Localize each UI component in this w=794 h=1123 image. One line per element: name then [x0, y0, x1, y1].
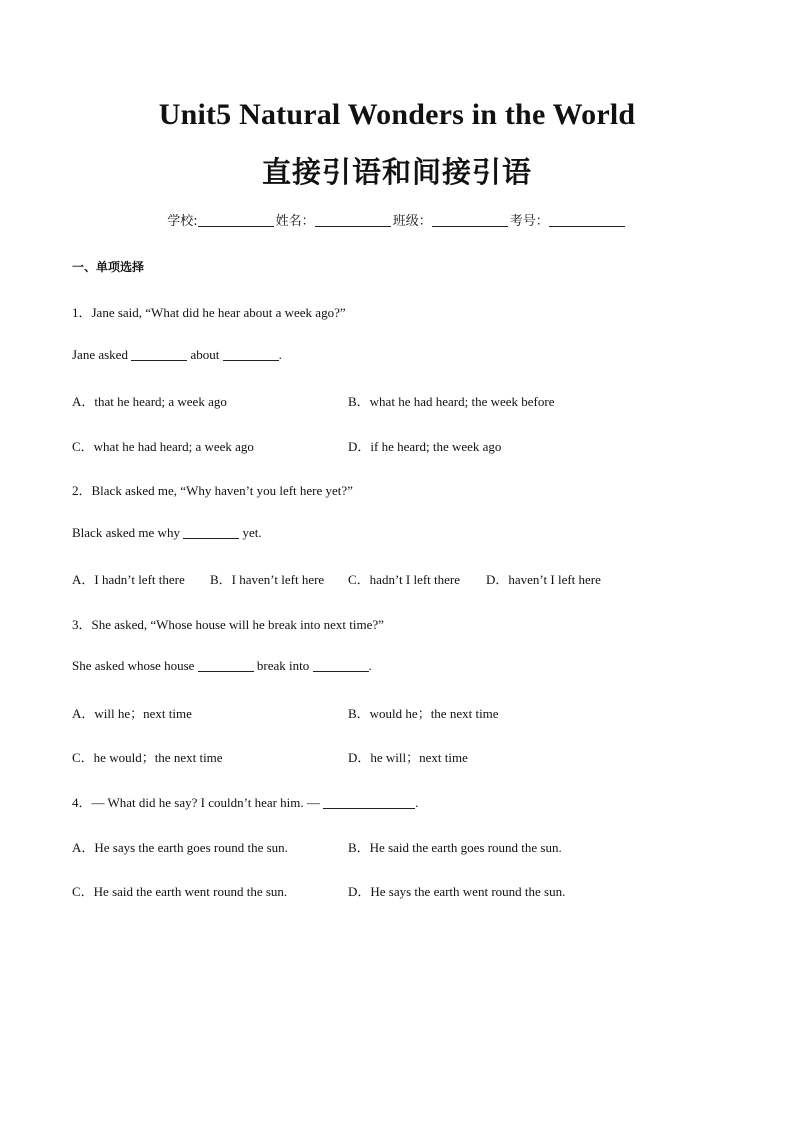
question-2-prompt-part: yet. [239, 525, 262, 540]
question-1-option-a[interactable]: A．that he heard; a week ago [72, 394, 227, 409]
question-4-stem-text: 4．— What did he say? I couldn’t hear him. — [72, 795, 324, 810]
page-title-english: Unit5 Natural Wonders in the World [158, 98, 636, 131]
page-title-chinese: 直接引语和间接引语 [261, 155, 532, 189]
question-4-option-c[interactable]: C．He said the earth went round the sun. [72, 884, 288, 899]
question-3-option-d[interactable]: D．he will；next time [348, 750, 468, 765]
class-label: 班级： [392, 214, 432, 229]
question-1-option-d[interactable]: D．if he heard; the week ago [348, 439, 502, 454]
question-3-option-a[interactable]: A．will he；next time [72, 706, 192, 721]
answer-blank [183, 527, 239, 539]
answer-blank [323, 797, 415, 809]
school-blank[interactable] [198, 214, 274, 227]
exam-no-blank[interactable] [549, 214, 625, 227]
question-1-option-c[interactable]: C．what he had heard; a week ago [72, 439, 254, 454]
question-3-prompt-part: She asked whose house [72, 658, 198, 673]
section-title: 一、单项选择 [72, 260, 145, 274]
question-1-prompt-part: . [278, 347, 282, 362]
question-3-prompt [72, 658, 372, 674]
question-1-option-b[interactable]: B．what he had heard; the week before [348, 394, 555, 409]
name-label: 姓名： [275, 214, 315, 229]
exam-no-label: 考号： [509, 214, 549, 229]
question-2-stem: 2．Black asked me, “Why haven’t you left here yet?” [72, 483, 353, 498]
question-4-option-b[interactable]: B．He said the earth goes round the sun. [348, 840, 562, 855]
student-info-line [0, 210, 794, 229]
question-2-prompt-part: Black asked me why [72, 525, 184, 540]
name-blank[interactable] [315, 214, 391, 227]
question-2-prompt [72, 525, 262, 541]
question-3-prompt-part: break into [253, 658, 313, 673]
question-3-stem: 3．She asked, “Whose house will he break into next time?” [72, 617, 384, 632]
question-3-option-c[interactable]: C．he would；the next time [72, 750, 223, 765]
question-2-option-b[interactable]: B．I haven’t left here [210, 572, 325, 587]
answer-blank [131, 349, 187, 361]
question-2-option-d[interactable]: D．haven’t I left here [486, 572, 601, 587]
question-4-stem-end: . [415, 795, 419, 810]
question-4-option-d[interactable]: D．He says the earth went round the sun. [348, 884, 566, 899]
question-1-prompt-part: about [187, 347, 223, 362]
answer-blank [313, 660, 369, 672]
question-1-stem: 1．Jane said, “What did he hear about a week ago?” [72, 305, 346, 320]
answer-blank [198, 660, 254, 672]
question-2-option-a[interactable]: A．I hadn’t left there [72, 572, 185, 587]
class-blank[interactable] [432, 214, 508, 227]
question-1-prompt-part: Jane asked [72, 347, 132, 362]
question-4-stem [72, 792, 418, 811]
question-2-option-c[interactable]: C．hadn’t I left there [348, 572, 461, 587]
question-1-prompt [72, 347, 282, 363]
answer-blank [223, 349, 279, 361]
question-4-option-a[interactable]: A．He says the earth goes round the sun. [72, 840, 288, 855]
question-3-prompt-part: . [368, 658, 372, 673]
school-label: 学校: [167, 214, 198, 229]
question-3-option-b[interactable]: B．would he；the next time [348, 706, 499, 721]
